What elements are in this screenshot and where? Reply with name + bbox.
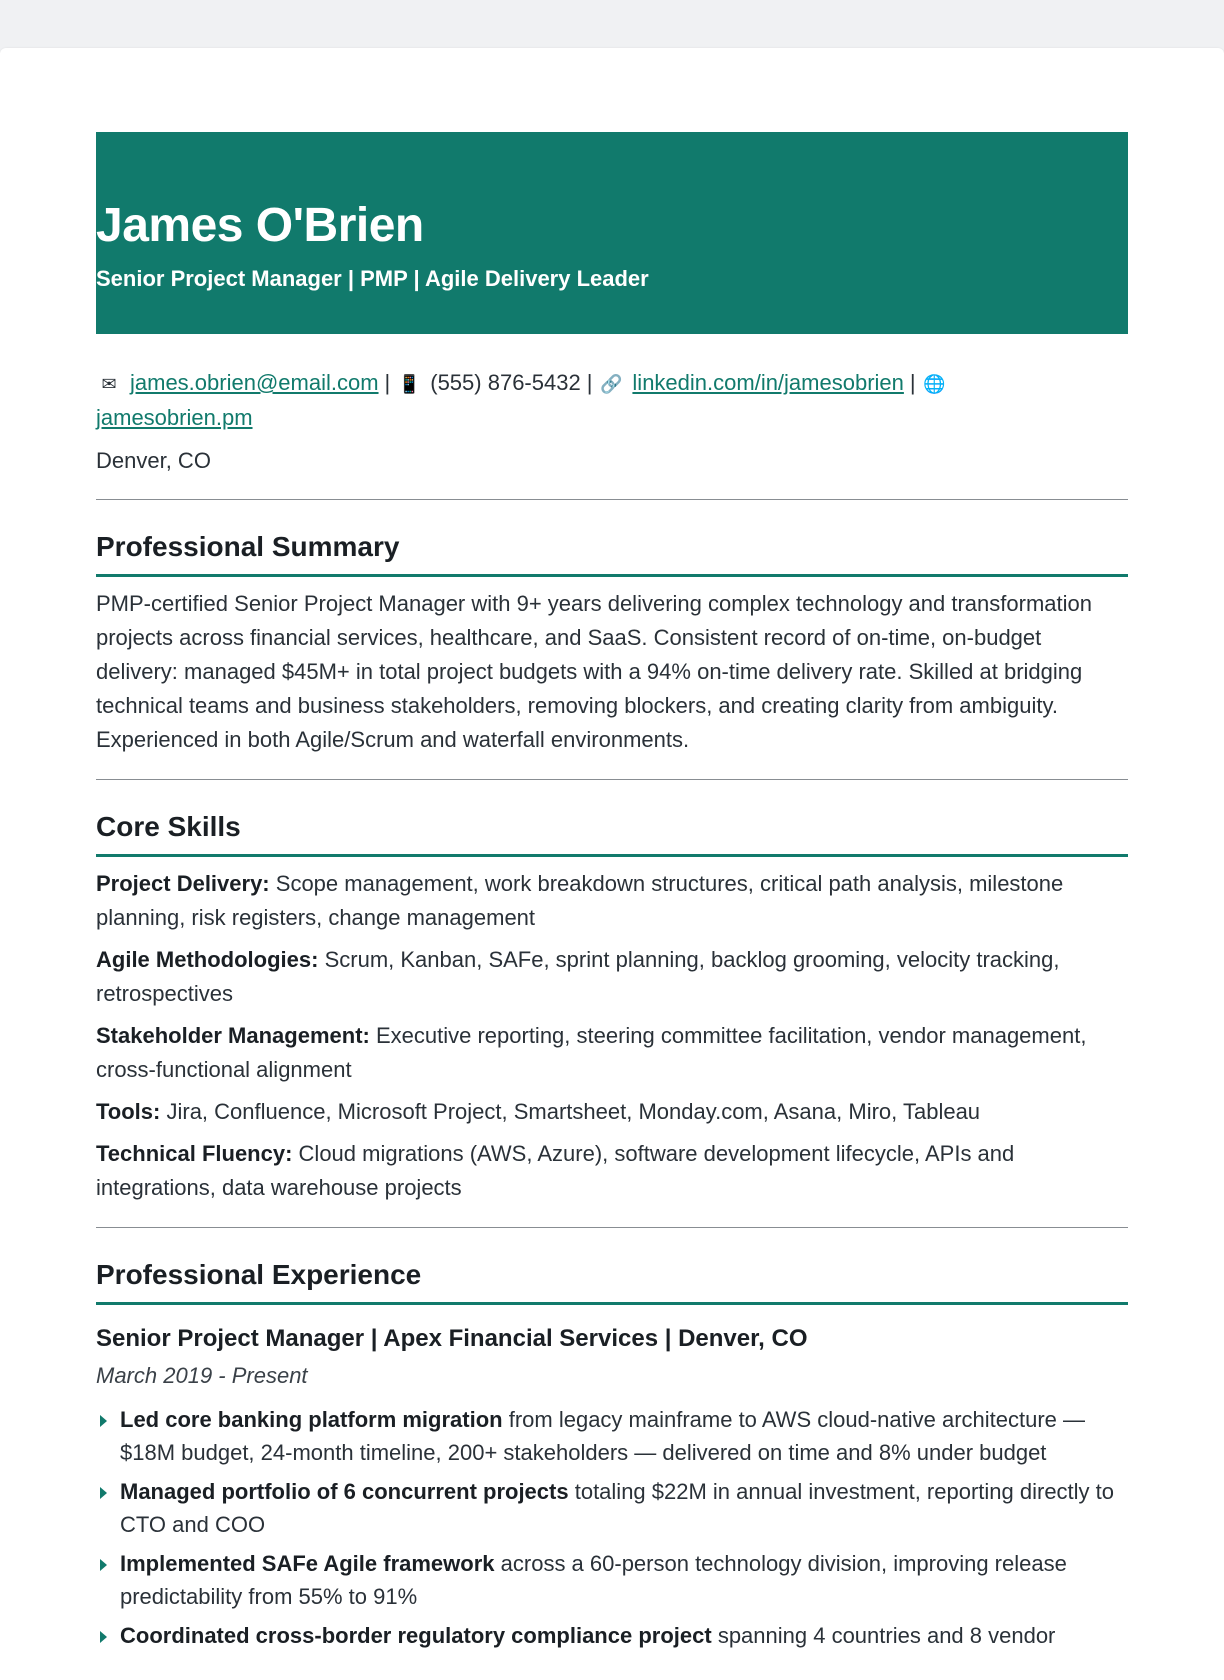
bullet-text: spanning 4 countries and 8 vendor [717,1623,1056,1648]
globe-icon: 🌐 [923,374,946,394]
bullet-arrow-icon [100,1487,107,1499]
skill-text: Jira, Confluence, Microsoft Project, Smartsheet, Monday.com, Asana, Miro, Tableau [166,1099,981,1124]
bullet-arrow-icon [100,1415,107,1427]
website-link[interactable]: jamesobrien.pm [96,405,253,430]
candidate-tagline: Senior Project Manager | PMP | Agile Delivery Leader [96,266,649,291]
skill-text: Cloud migrations (AWS, Azure), software development lifecycle, APIs and integrations, data warehouse projects [96,1141,1015,1200]
bullet-arrow-icon [100,1631,107,1643]
separator: | [586,370,593,395]
skill-item [96,867,1128,935]
bullet-text: from legacy mainframe to AWS cloud-native architecture — $18M budget, 24-month timeline, 200+ stakeholders — delivered on time and 8% under budget [120,1407,1086,1465]
resume-content [96,132,1128,1658]
header-banner [96,132,1128,334]
skills-heading: Core Skills [96,810,1128,857]
email-link[interactable]: james.obrien@email.com [130,370,379,395]
bullet-text: totaling $22M in annual investment, reporting directly to CTO and COO [120,1479,1115,1537]
bullet-bold: Managed portfolio of 6 concurrent projects [120,1479,569,1504]
skill-item [96,943,1128,1011]
job-dates: March 2019 - Present [96,1363,308,1388]
job-heading: Senior Project Manager | Apex Financial Services | Denver, CO [96,1325,808,1352]
skill-item [96,1019,1128,1087]
separator: | [384,370,391,395]
bullet-bold: Implemented SAFe Agile framework [120,1551,495,1576]
section-divider [96,1227,1128,1228]
skill-item [96,1095,1128,1129]
job-bullets [96,1403,1128,1652]
summary-text: PMP-certified Senior Project Manager with 9+ years delivering complex technology and transformation projects across financial services, healthcare, and SaaS. Consistent record of on-time, on-budget delivery: managed $45M+ in total project budgets with a 94% on-time delivery rate. Skilled at bridging technical teams and business stakeholders, removing blockers, and creating clarity from ambiguity. Experienced in both Agile/Scrum and waterfall environments. [96,591,1092,752]
contact-line [96,366,1128,435]
skill-text: Scrum, Kanban, SAFe, sprint planning, backlog grooming, velocity tracking, retrospectives [96,947,1060,1006]
skill-label: Project Delivery: [96,871,270,896]
skill-label: Stakeholder Management: [96,1023,370,1048]
bullet-text: across a 60-person technology division, improving release predictability from 55% to 91% [120,1551,1067,1609]
location: Denver, CO [96,448,211,473]
experience-heading: Professional Experience [96,1258,1128,1305]
skill-label: Technical Fluency: [96,1141,293,1166]
phone-icon: 📱 [398,374,421,394]
candidate-name: James O'Brien [96,199,424,252]
section-divider [96,499,1128,500]
window-top-bar [0,0,1224,48]
linkedin-link[interactable]: linkedin.com/in/jamesobrien [632,370,904,395]
bullet-arrow-icon [100,1559,107,1571]
list-item [96,1475,1128,1541]
list-item [96,1547,1128,1613]
separator: | [909,370,916,395]
bullet-bold: Led core banking platform migration [120,1407,503,1432]
list-item [96,1619,1128,1652]
resume-page [0,48,1224,1680]
link-icon: 🔗 [600,374,623,394]
skill-text: Scope management, work breakdown structures, critical path analysis, milestone planning, risk registers, change management [96,871,1064,930]
summary-heading: Professional Summary [96,530,1128,577]
skill-item [96,1137,1128,1205]
phone-number: (555) 876-5432 [430,370,581,395]
email-icon: ✉ [101,374,117,394]
skill-label: Agile Methodologies: [96,947,319,972]
skill-label: Tools: [96,1099,161,1124]
bullet-bold: Coordinated cross-border regulatory compliance project [120,1623,712,1648]
section-divider [96,779,1128,780]
skill-text: Executive reporting, steering committee facilitation, vendor management, cross-functional alignment [96,1023,1087,1082]
list-item [96,1403,1128,1469]
skills-list [96,867,1128,1205]
